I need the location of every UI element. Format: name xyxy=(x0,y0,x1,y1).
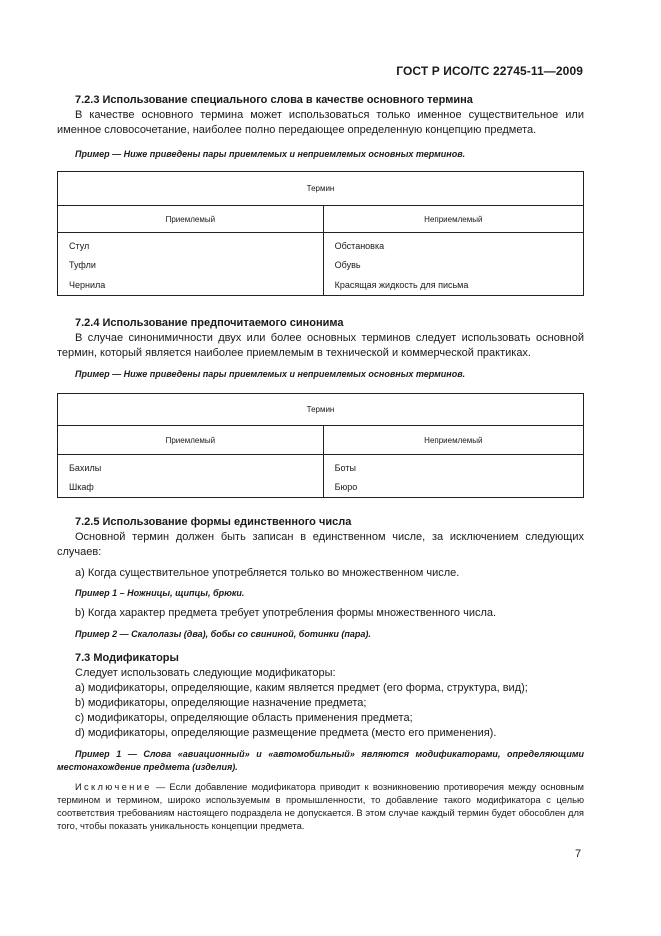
table-cell: Бахилы xyxy=(58,455,324,478)
note-text: — Если добавление модификатора приводит к возникновению противоречия между основным термином и термином, широко используемым в промышленности, то добавление такого модификатора с целью соответствия требованиям настоящего подраздела не допускается. В этом случае каждый термин будет обособлен для того, чтобы показать уникальность концепции предмета. xyxy=(57,781,584,831)
table-cell: Стул xyxy=(58,233,324,256)
section-7-3-example: Пример 1 — Слова «авиационный» и «автомобильный» являются модификаторами, определяющими местонахождение предмета (изделия). xyxy=(57,749,584,772)
terms-table-1 xyxy=(57,171,584,296)
section-7-3-item-a: a) модификаторы, определяющие, каким является предмет (его форма, структура, вид); xyxy=(75,682,528,694)
section-7-2-5-example-1: Пример 1 – Ножницы, щипцы, брюки. xyxy=(75,588,245,598)
table-cell: Туфли xyxy=(58,255,324,275)
table-1-col-acceptable: Приемлемый xyxy=(58,206,324,233)
table-cell: Бюро xyxy=(323,477,583,498)
table-row xyxy=(58,275,584,296)
section-7-3-item-c: c) модификаторы, определяющие область применения предмета; xyxy=(75,712,413,724)
table-cell: Обстановка xyxy=(323,233,583,256)
section-7-2-3-text: В качестве основного термина может использоваться только именное существительное или именное словосочетание, наиболее полно передающее определенную концепцию предмета. xyxy=(57,109,584,136)
note-label: Исключение xyxy=(75,781,152,792)
page-number: 7 xyxy=(575,848,582,860)
section-7-3-note xyxy=(57,780,584,832)
section-7-3-item-d: d) модификаторы, определяющие размещение предмета (место его применения). xyxy=(75,727,497,739)
section-7-3-intro: Следует использовать следующие модификаторы: xyxy=(75,667,336,679)
section-7-2-4-example: Пример — Ниже приведены пары приемлемых и неприемлемых основных терминов. xyxy=(75,369,466,379)
table-cell: Обувь xyxy=(323,255,583,275)
section-7-2-4-text: В случае синонимичности двух или более основных терминов следует использовать основной термин, который является наиболее приемлемым в технической и коммерческой практиках. xyxy=(57,332,584,359)
terms-table-2 xyxy=(57,393,584,498)
table-row xyxy=(58,455,584,478)
table-row xyxy=(58,233,584,256)
table-cell: Чернила xyxy=(58,275,324,296)
table-2-col-unacceptable: Неприемлемый xyxy=(323,426,583,455)
table-2-title: Термин xyxy=(58,394,584,426)
page-content xyxy=(57,93,584,832)
section-7-2-5-heading: 7.2.5 Использование формы единственного числа xyxy=(75,516,352,528)
table-row xyxy=(58,477,584,498)
table-cell: Боты xyxy=(323,455,583,478)
section-7-2-5-example-2: Пример 2 — Скалолазы (два), бобы со свининой, ботинки (пара). xyxy=(75,629,371,639)
table-cell: Шкаф xyxy=(58,477,324,498)
document-header: ГОСТ Р ИСО/ТС 22745-11—2009 xyxy=(396,64,583,78)
table-cell: Красящая жидкость для письма xyxy=(323,275,583,296)
section-7-3-item-b: b) модификаторы, определяющие назначение предмета; xyxy=(75,697,367,709)
section-7-2-4-heading: 7.2.4 Использование предпочитаемого синонима xyxy=(75,317,344,329)
section-7-2-3-heading: 7.2.3 Использование специального слова в качестве основного термина xyxy=(75,94,473,106)
section-7-2-3-example: Пример — Ниже приведены пары приемлемых и неприемлемых основных терминов. xyxy=(75,149,466,159)
section-7-2-5-text: Основной термин должен быть записан в единственном числе, за исключением следующих случаев: xyxy=(57,531,584,558)
section-7-2-5-item-a: a) Когда существительное употребляется только во множественном числе. xyxy=(75,567,460,579)
section-7-3-heading: 7.3 Модификаторы xyxy=(75,652,179,664)
section-7-2-5-item-b: b) Когда характер предмета требует употребления формы множественного числа. xyxy=(75,607,497,619)
table-2-col-acceptable: Приемлемый xyxy=(58,426,324,455)
table-1-title: Термин xyxy=(58,172,584,206)
table-row xyxy=(58,255,584,275)
table-1-col-unacceptable: Неприемлемый xyxy=(323,206,583,233)
